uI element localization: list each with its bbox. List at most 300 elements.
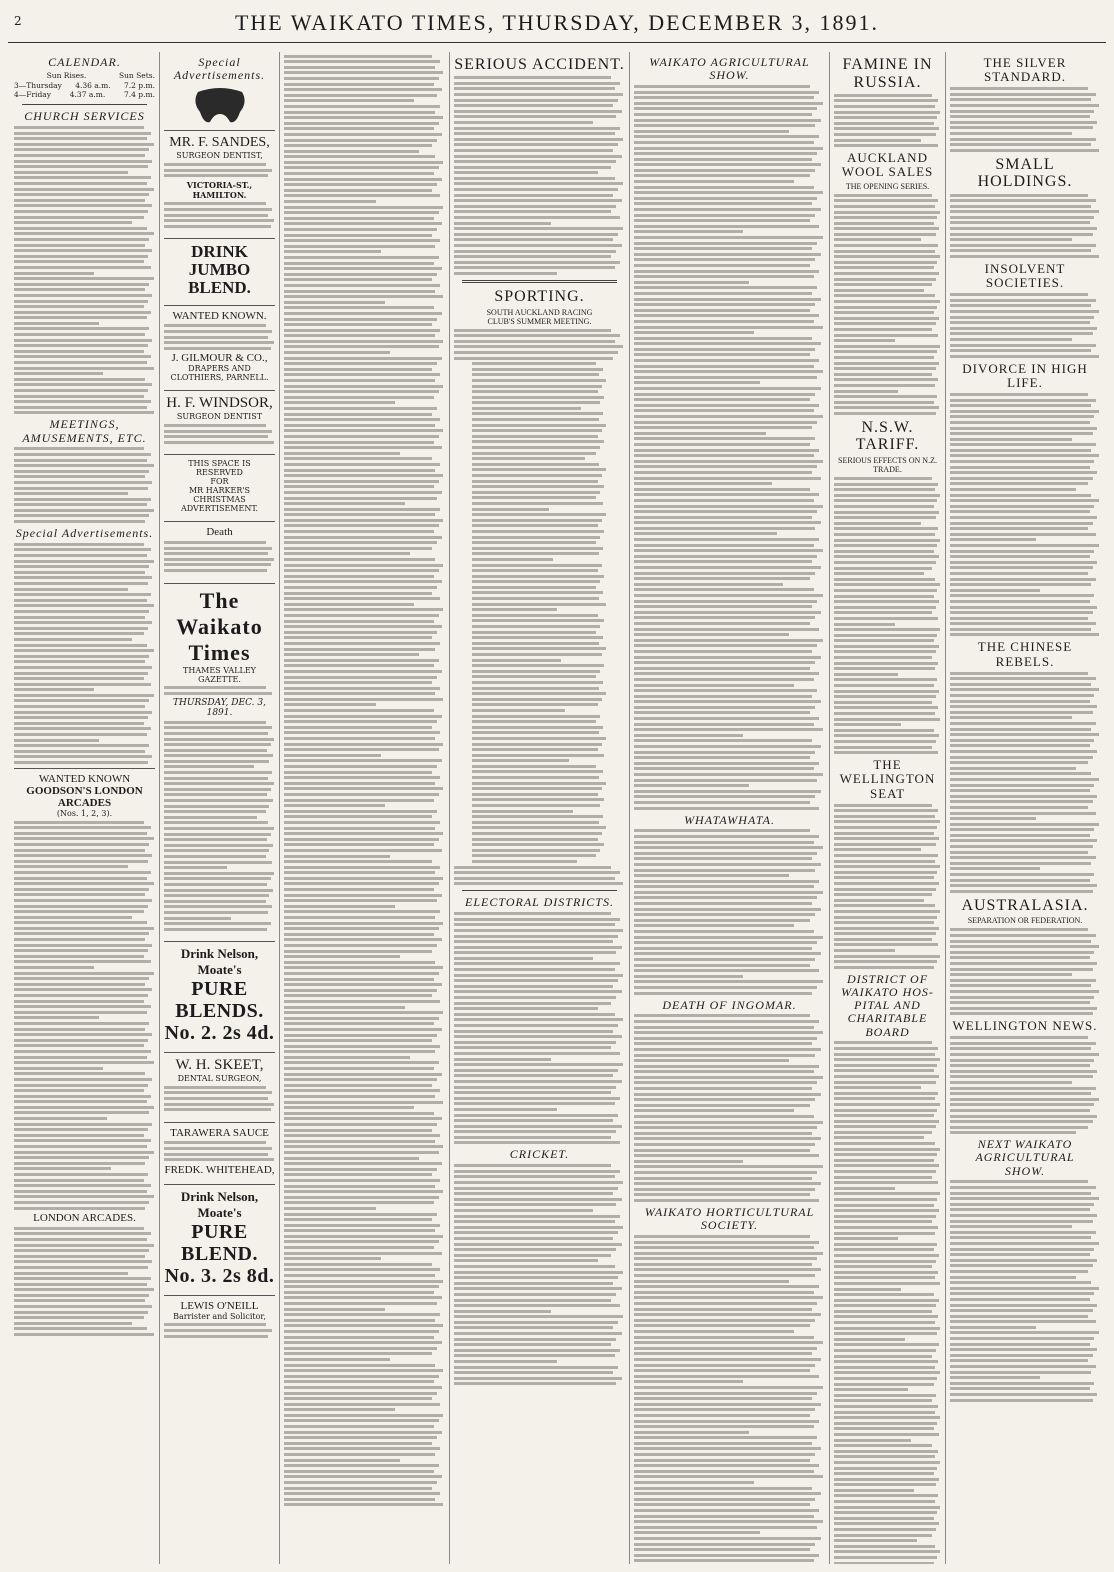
text-line: [834, 250, 935, 253]
text-line: [950, 338, 1072, 341]
text-line: [472, 726, 603, 729]
text-line: [164, 174, 268, 177]
text-line: [950, 1192, 1091, 1195]
whatawhata-text: [634, 829, 825, 994]
text-line: [284, 743, 443, 746]
text-line: [472, 720, 596, 723]
text-line: [284, 105, 440, 108]
text-line: [950, 1242, 1099, 1245]
text-line: [634, 236, 823, 239]
text-line: [14, 921, 147, 924]
text-line: [834, 1192, 940, 1195]
text-line: [454, 912, 611, 915]
text-line: [834, 611, 932, 614]
text-line: [454, 1349, 620, 1352]
text-line: [454, 1377, 622, 1380]
chinese-rebels-text: [950, 672, 1100, 893]
text-line: [454, 99, 618, 102]
text-line: [950, 1103, 1094, 1106]
text-line: [634, 1554, 819, 1557]
text-line: [284, 183, 437, 186]
text-line: [14, 927, 154, 930]
text-line: [634, 219, 810, 222]
text-line: [472, 754, 604, 757]
text-line: [14, 154, 145, 157]
text-line: [14, 249, 152, 252]
text-line: [472, 687, 599, 690]
text-line: [472, 849, 600, 852]
text-line: [950, 310, 1099, 313]
text-line: [634, 1098, 815, 1101]
text-line: [634, 700, 821, 703]
text-line: [454, 866, 611, 869]
goodson-footer: LONDON ARCADES.: [33, 1212, 136, 1225]
text-line: [284, 1006, 405, 1009]
text-line: [950, 594, 1094, 597]
text-line: [834, 1377, 937, 1380]
text-line: [634, 801, 810, 804]
text-line: [284, 1196, 439, 1199]
text-line: [284, 933, 434, 936]
text-line: [14, 400, 151, 403]
text-line: [14, 1111, 149, 1114]
text-line: [14, 1244, 154, 1247]
text-line: [284, 1308, 385, 1311]
text-line: [454, 1321, 618, 1324]
text-line: [284, 60, 440, 63]
text-line: [834, 1209, 939, 1212]
text-line: [284, 178, 442, 181]
text-line: [834, 916, 937, 919]
text-line: [284, 972, 439, 975]
text-line: [284, 1050, 435, 1053]
text-line: [284, 245, 435, 248]
text-line: [634, 202, 812, 205]
text-line: [950, 867, 1040, 870]
wool-sales-sub: THE OPENING SERIES.: [845, 181, 930, 191]
text-line: [950, 488, 1076, 491]
text-line: [834, 1053, 935, 1056]
text-line: [950, 683, 1091, 686]
text-line: [284, 83, 434, 86]
text-line: [164, 686, 266, 689]
text-line: [14, 470, 149, 473]
text-line: [14, 638, 132, 641]
text-line: [14, 1195, 154, 1198]
text-line: [834, 111, 940, 114]
text-line: [634, 795, 815, 798]
text-line: [834, 678, 937, 681]
text-line: [454, 1338, 616, 1341]
text-line: [472, 452, 596, 455]
text-line: [634, 1319, 815, 1322]
text-line: [634, 773, 823, 776]
text-line: [834, 1220, 932, 1223]
text-line: [284, 1425, 434, 1428]
text-line: [634, 1193, 810, 1196]
text-line: [634, 952, 821, 955]
text-line: [634, 1154, 819, 1157]
text-line: [14, 210, 148, 213]
text-line: [284, 648, 435, 651]
text-line: [834, 734, 939, 737]
text-line: [634, 1397, 812, 1400]
text-line: [950, 233, 1093, 236]
text-line: [164, 805, 269, 808]
text-line: [950, 293, 1088, 296]
text-line: [284, 519, 443, 522]
text-line: [14, 227, 147, 230]
text-line: [284, 351, 390, 354]
text-line: [284, 1151, 439, 1154]
text-line: [834, 483, 938, 486]
text-line: [14, 1139, 151, 1142]
text-line: [284, 1436, 437, 1439]
text-line: [14, 1255, 145, 1258]
text-line: [634, 477, 821, 480]
text-line: [14, 1056, 147, 1059]
text-line: [950, 1393, 1097, 1396]
text-line: [284, 1414, 443, 1417]
text-line: [284, 866, 440, 869]
text-line: [14, 132, 151, 135]
text-line: [284, 424, 435, 427]
text-line: [634, 684, 794, 687]
text-line: [454, 345, 623, 348]
text-line: [634, 919, 810, 922]
text-line: [950, 761, 1088, 764]
text-line: [14, 204, 152, 207]
text-line: [14, 1288, 154, 1291]
text-line: [634, 1121, 823, 1124]
text-line: [950, 238, 1072, 241]
text-line: [634, 930, 814, 933]
text-line: [472, 373, 599, 376]
text-line: [834, 238, 921, 241]
text-line: [634, 964, 810, 967]
text-line: [284, 1123, 437, 1126]
text-line: [284, 1095, 435, 1098]
text-line: [472, 418, 599, 421]
text-line: [284, 1067, 434, 1070]
text-line: [14, 711, 152, 714]
text-line: [634, 1115, 814, 1118]
text-line: [454, 1108, 557, 1111]
text-line: [634, 762, 819, 765]
text-line: [950, 1382, 1094, 1385]
text-line: [950, 221, 1090, 224]
text-line: [164, 424, 266, 427]
text-line: [834, 740, 936, 743]
text-line: [634, 510, 817, 513]
text-line: [14, 988, 152, 991]
text-line: [14, 1016, 99, 1019]
text-line: [284, 55, 432, 58]
text-line: [634, 281, 749, 284]
text-line: [284, 1162, 442, 1165]
text-line: [164, 866, 227, 869]
text-line: [454, 1181, 623, 1184]
goodson-advertisement: [14, 768, 155, 1343]
text-line: [634, 885, 814, 888]
text-line: [634, 337, 812, 340]
text-line: [284, 1386, 442, 1389]
text-line: [950, 739, 1094, 742]
text-line: [834, 815, 935, 818]
text-line: [14, 761, 148, 764]
text-line: [454, 1332, 622, 1335]
text-line: [454, 334, 620, 337]
text-line: [14, 849, 145, 852]
text-line: [164, 1141, 266, 1144]
text-line: [950, 1081, 1072, 1084]
text-line: [14, 447, 144, 450]
text-line: [454, 1141, 620, 1144]
text-line: [634, 152, 817, 155]
text-line: [164, 1323, 266, 1326]
text-line: [634, 1031, 823, 1034]
text-line: [834, 211, 940, 214]
text-line: [634, 891, 823, 894]
text-line: [14, 972, 154, 975]
text-line: [950, 940, 1091, 943]
text-line: [14, 722, 144, 725]
tarawera-ad: TARAWERA SAUCE FREDK. WHITEHEAD,: [164, 1122, 275, 1180]
text-line: [454, 1063, 623, 1066]
text-line: [454, 1198, 622, 1201]
text-line: [834, 695, 936, 698]
text-line: [834, 910, 940, 913]
meetings-text: [14, 447, 155, 523]
text-line: [454, 1114, 618, 1117]
text-line: [950, 756, 1093, 759]
church-services-heading: CHURCH SERVICES: [24, 109, 145, 124]
text-line: [14, 372, 103, 375]
text-line: [834, 244, 938, 247]
text-line: [834, 317, 939, 320]
text-line: [950, 249, 1091, 252]
text-line: [834, 589, 937, 592]
text-line: [14, 677, 144, 680]
silver-standard-text: [950, 87, 1100, 152]
text-line: [14, 610, 149, 613]
text-line: [634, 874, 789, 877]
text-line: [834, 809, 938, 812]
text-line: [454, 76, 611, 79]
text-line: [834, 639, 934, 642]
text-line: [634, 723, 814, 726]
text-line: [284, 256, 439, 259]
text-line: [634, 1285, 819, 1288]
text-line: [14, 165, 148, 168]
text-line: [164, 563, 271, 566]
text-line: [284, 676, 437, 679]
text-line: [14, 367, 154, 370]
cricket-heading: CRICKET.: [509, 1147, 570, 1162]
text-line: [634, 975, 743, 978]
text-line: [454, 1102, 615, 1105]
text-line: [284, 759, 442, 762]
text-line: [634, 409, 814, 412]
text-line: [634, 1257, 817, 1260]
text-line: [284, 1442, 432, 1445]
column-6: [830, 52, 946, 1564]
text-line: [950, 344, 1096, 347]
text-line: [950, 1087, 1096, 1090]
text-line: [14, 694, 154, 697]
text-line: [834, 561, 936, 564]
text-line: [284, 1336, 434, 1339]
text-line: [14, 459, 147, 462]
text-line: [834, 1198, 937, 1201]
text-line: [284, 239, 440, 242]
text-line: [14, 554, 147, 557]
race-entries: [472, 362, 607, 863]
racing-club-heading: SOUTH AUCKLAND RACING CLUB'S SUMMER MEETING.: [486, 307, 593, 326]
text-line: [284, 1475, 442, 1478]
text-line: [634, 242, 817, 245]
text-line: [284, 944, 437, 947]
text-line: [284, 306, 434, 309]
text-line: [14, 1072, 145, 1075]
text-line: [834, 628, 940, 631]
text-line: [454, 1271, 623, 1274]
text-line: [950, 1059, 1094, 1062]
text-line: [634, 1246, 814, 1249]
whatawhata-heading: WHATAWHATA.: [684, 812, 775, 827]
text-line: [14, 305, 144, 308]
text-line: [284, 122, 439, 125]
text-line: [634, 1137, 821, 1140]
text-line: [950, 622, 1096, 625]
text-line: [472, 642, 599, 645]
text-line: [14, 344, 148, 347]
text-line: [634, 393, 815, 396]
text-line: [14, 1117, 107, 1120]
text-line: [284, 569, 439, 572]
text-line: [14, 739, 99, 742]
text-line: [284, 709, 434, 712]
text-line: [284, 776, 440, 779]
wool-sales-text: [834, 194, 941, 415]
text-line: [164, 347, 271, 350]
text-line: [834, 1271, 938, 1274]
famine-heading: FAMINE IN RUSSIA.: [842, 56, 933, 91]
text-line: [454, 918, 620, 921]
text-line: [950, 1109, 1090, 1112]
text-line: [950, 477, 1093, 480]
text-line: [284, 1246, 434, 1249]
text-line: [14, 171, 128, 174]
text-line: [834, 1416, 940, 1419]
text-line: [834, 194, 932, 197]
text-line: [834, 511, 939, 514]
text-line: [634, 1182, 821, 1185]
text-line: [834, 334, 938, 337]
text-line: [14, 311, 151, 314]
text-line: [454, 1326, 613, 1329]
text-line: [834, 1215, 936, 1218]
text-line: [454, 877, 615, 880]
text-line: [634, 1380, 743, 1383]
text-line: [284, 1330, 439, 1333]
text-line: [284, 843, 434, 846]
text-line: [950, 299, 1096, 302]
text-line: [834, 1304, 936, 1307]
text-line: [834, 949, 895, 952]
text-line: [454, 1237, 613, 1240]
text-line: [454, 357, 613, 360]
text-line: [284, 1257, 381, 1260]
text-line: [284, 1106, 414, 1109]
text-line: [14, 916, 132, 919]
text-line: [284, 620, 434, 623]
text-line: [454, 1287, 622, 1290]
text-line: [634, 1235, 810, 1238]
text-line: [634, 471, 812, 474]
text-line: [14, 860, 148, 863]
text-line: [834, 656, 932, 659]
text-line: [634, 639, 823, 642]
text-line: [284, 558, 435, 561]
text-line: [834, 826, 937, 829]
text-line: [164, 341, 274, 344]
text-line: [14, 1249, 149, 1252]
horticultural-text: [634, 1235, 825, 1564]
text-line: [164, 1335, 268, 1338]
text-line: [634, 1487, 812, 1490]
text-line: [634, 947, 812, 950]
text-line: [950, 1248, 1094, 1251]
text-line: [634, 1109, 794, 1112]
text-line: [472, 513, 606, 516]
text-line: [634, 225, 819, 228]
text-line: [634, 1070, 814, 1073]
text-line: [284, 368, 432, 371]
text-line: [634, 1392, 817, 1395]
text-line: [634, 1537, 821, 1540]
text-line: [14, 1299, 145, 1302]
text-line: [834, 199, 938, 202]
text-line: [284, 810, 437, 813]
text-line: [950, 1220, 1093, 1223]
text-line: [834, 667, 935, 670]
text-line: [164, 771, 272, 774]
text-line: [14, 1095, 151, 1098]
text-line: [834, 1332, 937, 1335]
text-line: [164, 435, 268, 438]
text-line: [284, 1224, 440, 1227]
text-line: [634, 852, 817, 855]
text-line: [454, 1304, 620, 1307]
text-line: [284, 849, 442, 852]
text-line: [950, 561, 1097, 564]
text-line: [634, 734, 743, 737]
text-line: [164, 202, 266, 205]
text-line: [14, 621, 152, 624]
text-line: [454, 1002, 611, 1005]
text-line: [834, 1232, 935, 1235]
text-line: [950, 1208, 1090, 1211]
text-line: [950, 784, 1094, 787]
text-line: [454, 115, 616, 118]
text-line: [14, 355, 151, 358]
text-line: [284, 1173, 432, 1176]
text-line: [634, 1280, 789, 1283]
text-line: [950, 1359, 1088, 1362]
text-line: [950, 327, 1097, 330]
text-line: [284, 961, 435, 964]
